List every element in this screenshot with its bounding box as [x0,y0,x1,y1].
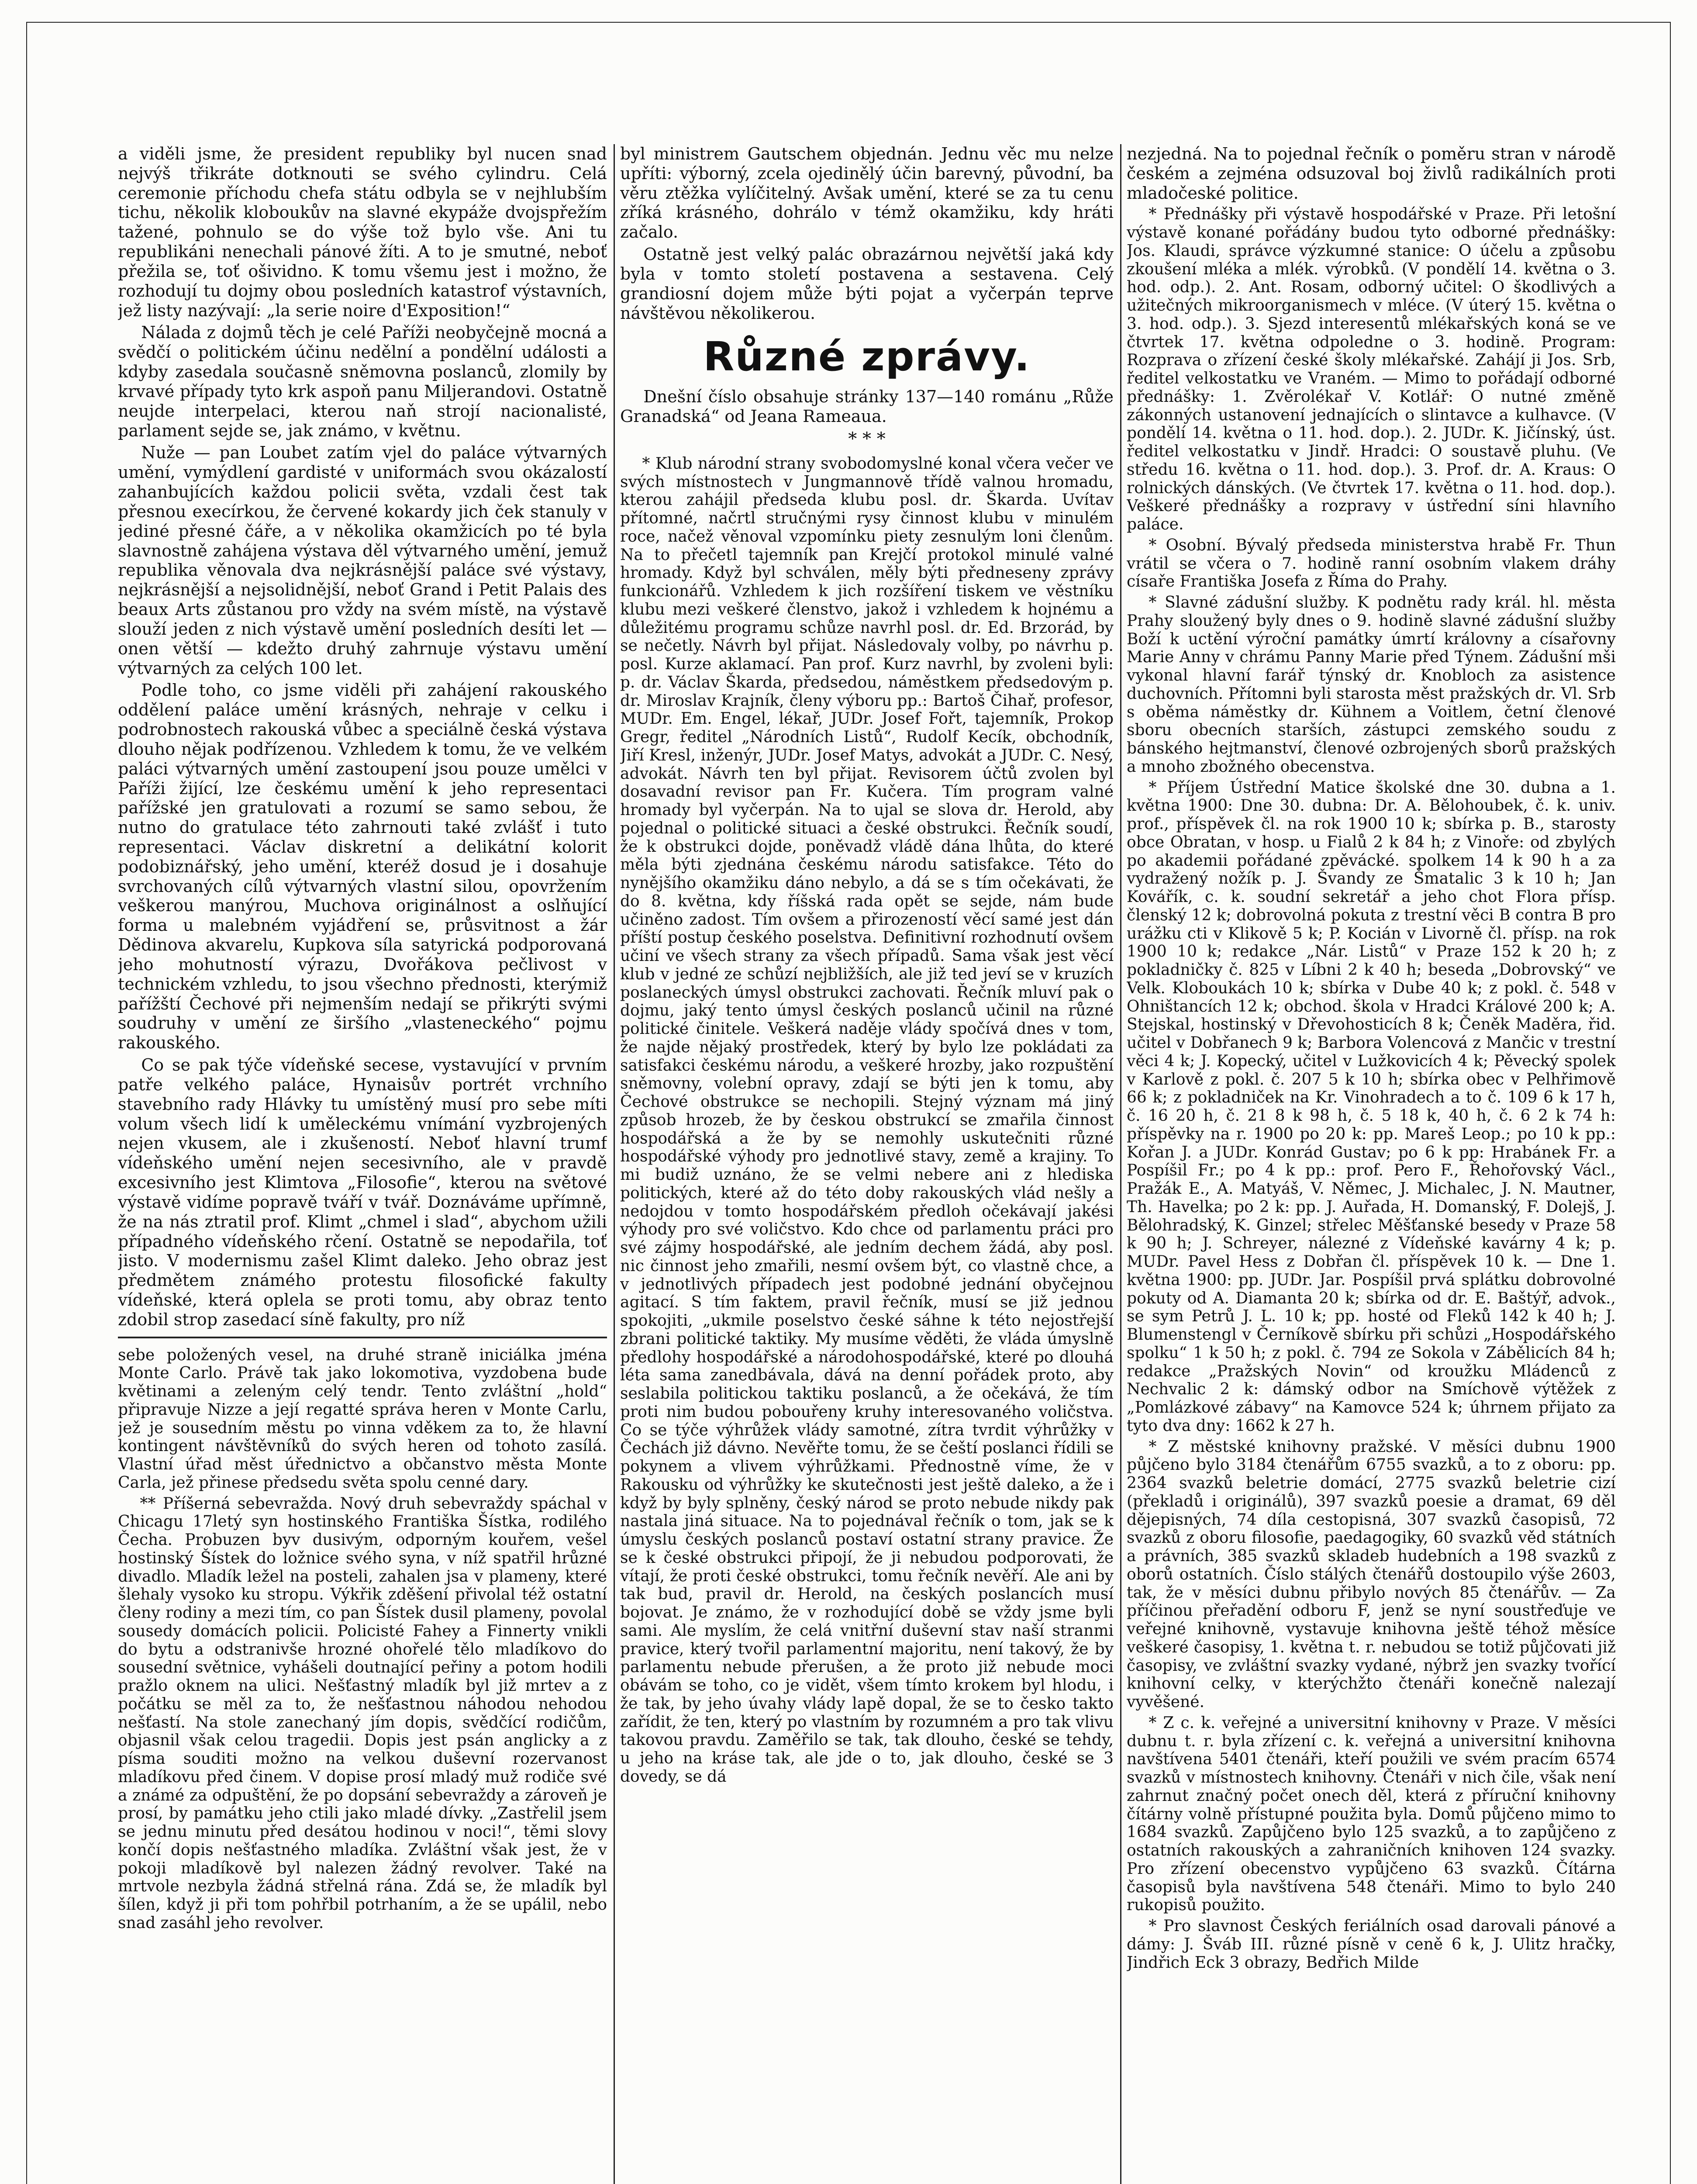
article-paragraph: byl ministrem Gautschem objednán. Jednu věc mu nelze upříti: výborný, zcela ojedinělý účin barevný, původní, ba věru ztěžka vylíčitelný. Avšak umění, které se za tu cenu zříká krásného, dohrálo v témž okamžiku, kdy hráti začalo. [620,144,1114,242]
news-item: sebe položených vesel, na druhé straně iniciálka jména Monte Carlo. Právě tak jako lokomotiva, vyzdobena bude květinami a zeleným celý tendr. Tento zvláštní „hold“ připravuje Nizze a její regatté správa heren v Monte Carlu, jež je sousedním městu po vinna vděkem za to, že hlavní kontingent návštěvníků do svých heren od tohoto zasílá. Vlastní úřad měst úřednictvo a občanstvo města Monte Carla, jež přinese předsedu světa spolu cenné dary. [118,1346,607,1492]
separator-stars: * * * [848,429,886,449]
article-paragraph: Nuže — pan Loubet zatím vjel do paláce výtvarných umění, vymýdlení gardisté v uniformách svou okázalostí zahanbujících každou policii světa, vzdali čest tak přesnou execírkou, že červené kokardy jich ček stanuly v jediné přesné čáře, a v několika okamžicích po té byla slavnostně zahájena výstava děl výtvarného umění, jemuž republika věnovala dva nejkrásnější paláce své výstavy, nejkrásnější a nejsolidnější, neboť Grand i Petit Palais des beaux Arts zůstanou pro vždy na svém místě, na výstavě slouží jeden z nich výstavě umění posledních desíti let — onen větší — kdežto druhý zahrnuje výstavu umění výtvarných za celých 100 let. [118,443,607,678]
news-item: * Pro slavnost Českých feriálních osad darovali pánové a dámy: J. Šváb III. různé písně v ceně 6 k, J. Ulitz hračky, Jindřich Eck 3 obrazy, Bedřich Milde [1127,1917,1616,1972]
news-item: * Přednášky při výstavě hospodářské v Praze. Při letošní výstavě konané pořádány budou tyto odborné přednášky: Jos. Klaudi, správce výzkumné stanice: O účelu a způsobu zkoušení mléka a mlék. výrobků. (V pondělí 14. května o 3. hod. odp.). 2. Ant. Rosam, odborný učitel: O škodlivých a užitečných mikroorganismech v mléce. (V úterý 15. května o 3. hod. odp.). 3. Sjezd interesentů mlékařských koná se ve čtvrtek 17. května odpoledne o 3. hodině. Program: Rozprava o zřízení české školy mlékařské. Zahájí ji Jos. Srb, ředitel velkostatku ve Vraném. — Mimo to pořádají odborné přednášky: 1. Zvěrolékař V. Kotlář: O nutné změně zákonných ustanovení jednajících o slintavce a kulhavce. (V pondělí 14. května o 11. hod. dop.). 2. JUDr. K. Jičínský, úst. ředitel velkostatku v Jindř. Hradci: O soustavě pluhu. (Ve středu 16. května o 11. hod. dop.). 3. Prof. dr. A. Kraus: O rolnických dánských. (Ve čtvrtek 17. května o 11. hod. dop.). Veškeré přednášky a rozpravy v ústřední síni hlavního paláce. [1127,205,1616,534]
news-item: nezjedná. Na to pojednal řečník o poměru stran v národě českém a zejména odsuzoval boj živlů radikálních proti mladočeské politice. [1127,144,1616,203]
column-divider [614,144,615,2184]
article-paragraph: Co se pak týče vídeňské secese, vystavující v prvním patře velkého paláce, Hynaisův portrét vrchního stavebního rady Hlávky tu umístěný musí pro sebe míti volum všech lidí k uměleckému vnímání vyzbrojených nejen vkusem, ale i zkušeností. Neboť hlavní trumf vídeňského umění nejen secesivního, ale v pravdě excesivního jest Klimtova „Filosofie“, kterou na světové výstavě vidíme popravě tváří v tvář. Doznáváme upřímně, že na nás ztratil prof. Klimt „chmel i slad“, abychom užili případného vídeňského rčení. Ostatně se nepodařila, toť jisto. V modernismu zašel Klimt daleko. Jeho obraz jest předmětem známého protestu filosofické fakulty vídeňské, která oplela se proti tomu, aby obraz tento zdobil strop zasedací síně fakulty, pro níž [118,1055,607,1329]
news-item: * Z městské knihovny pražské. V měsíci dubnu 1900 půjčeno bylo 3184 čtenářům 6755 svazků, a to z oboru: pp. 2364 svazků beletrie domácí, 2775 svazků beletrie cizí (překladů i originálů), 397 svazků poesie a dramat, 69 děl dějepisných, 74 díla cestopisná, 307 svazků časopisů, 72 svazků z oboru filosofie, paedagogiky, 60 svazků věd státních a právních, 385 svazků skladeb hudebních a 198 svazků z oborů ostatních. Číslo stálých čtenářů dostoupilo výše 2603, tak, že v měsíci dubnu přibylo nových 85 čtenářův. — Za příčinou přeřadění odboru F, jenž se nyní soustřeďuje ve veřejné knihovně, vystavuje knihovna ještě téhož měsíce veškeré časopisy, 1. května t. r. nebudou se totiž půjčovati již časopisy, ve zvláštní svazky vydané, nýbrž jen svazky tvořící knihovní celky, v kterýchžto čtenáři konečně nalezají vyvěšené. [1127,1438,1616,1711]
column-2 [620,144,1114,2184]
article-paragraph: a viděli jsme, že president republiky byl nucen snad nejvýš třikráte dotknouti se svého cylindru. Celá ceremonie příchodu chefa státu odbyla se v nejhlubším tichu, několik kloboukův na slavné ekypáže dvojspřežím tažené, pohnulo se do výše tož bylo vše. Ani tu republikáni nenechali pánové žíti. A to je smutné, neboť přežila se, toť ošividno. K tomu všemu jest i možno, že rozhodují tu dojmy obou posledních katastrof výstavních, jež listy nazývají: „la serie noire d'Exposition!“ [118,144,607,320]
column-3 [1127,144,1616,2184]
news-item: * Příjem Ústřední Matice školské dne 30. dubna a 1. května 1900: Dne 30. dubna: Dr. A. Bělohoubek, č. k. univ. prof., příspěvek čl. na rok 1900 10 k; sbírka p. B., starosty obce Obratan, v hosp. u Fialů 2 k 84 h; z Vinoře: od zbylých po akademii pořádané zpěvácké. spolkem 14 k 90 h a za vydražený nožík p. J. Švandy ze Šmatalic 3 k 10 h; Jan Kovářík, c. k. soudní sekretář a jeho chot Flora přísp. členský 12 k; dobrovolná pokuta z trestní věci B contra B pro urážku cti v Klikově 5 k; P. Kocián v Livorně čl. přísp. na rok 1900 10 k; redakce „Nár. Listů“ v Praze 152 k 20 h; z pokladničky č. 825 v Líbni 2 k 40 h; beseda „Dobrovský“ ve Velk. Kloboukách 10 k; sbírka v Dube 40 k; z pokl. č. 548 v Ohništancích 12 k; obchod. škola v Hradci Králové 200 k; A. Stejskal, hostinský v Dřevohosticích 8 k; Čeněk Maděra, řid. učitel v Dobřanech 9 k; Barbora Volencová z Mančic v trestní věci 4 k; J. Kopecký, učitel v Lužkovicích 4 k; Pěvecký spolek v Karlově z pokl. č. 207 5 k 10 h; sbírka obec v Pelhřimově 66 k; z pokladniček na Kr. Vinohradech a to č. 109 6 k 17 h, č. 16 20 h, č. 21 8 k 98 h, č. 5 18 k, 40 h, č. 6 2 k 74 h: příspěvky na r. 1900 po 20 k: pp. Mareš Leop.; po 10 k pp.: Kořan J. a JUDr. Konrád Gustav; po 6 k pp: Hrabánek Fr. a Pospíšil Fr.; po 4 k pp.: prof. Pero F., Řehořovský Václ., Pražák E., A. Matyáš, V. Němec, J. Michalec, J. N. Mautner, Th. Havelka; po 2 k: pp. J. Auřada, H. Domanský, F. Dolejš, J. Bělohradský, K. Ginzel; střelec Měšťanské besedy v Praze 58 k 90 h; J. Schreyer, nálezné z Vídeňské kavárny 4 k; p. MUDr. Pavel Hess z Dobřan čl. příspěvek 10 k. — Dne 1. května 1900: pp. JUDr. Jar. Pospíšil prvá splátku dobrovolné pokuty od A. Diamanta 20 k; sbírka od dr. E. Baštýř, advok., se sym Petrů J. L. 10 k; pp. hosté od Fleků 142 k 40 h; J. Blumenstengl v Černíkově sbírku při schůzi „Hospodářského spolku“ 1 k 50 h; z pokl. č. 794 ze Sokola v Zábělicích 84 h; redakce „Pražských Novin“ od kroužku Mládenců z Nechvalic 2 k: dámský odbor na Smíchově výtěžek z „Pomlázkové zábavy“ na Kamovce 524 k; úhrnem přijato za tyto dva dny: 1662 k 27 h. [1127,778,1616,1435]
column-1 [118,144,607,2184]
news-item: ** Příšerná sebevražda. Nový druh sebevraždy spáchal v Chicagu 17letý syn hostinského Františka Šístka, rodilého Čecha. Probuzen byv dusivým, odporným kouřem, vešel hostinský Šístek do ložnice svého syna, v níž spatřil hrůzné divadlo. Mladík ležel na posteli, zahalen jsa v plameny, které šlehaly vysoko ku stropu. Výkřik zděšení přivolal též ostatní členy rodiny a mezi tím, co pan Šístek dusil plameny, povolal sousedy domácích policii. Policisté Fahey a Finnerty vnikli do bytu a odstranivše hrozné ohořelé tělo mladíkovo do sousední světnice, vyhášeli doutnající peřiny a potom hodili pražlo oknem na ulici. Nešťastný mladík byl již mrtev a z počátku se měl za to, že nešťastnou náhodou nehodou nešťastí. Na stole zanechaný jím dopis, svědčící rodičům, objasnil však celou tragedii. Dopis jest psán anglicky a z písma souditi možno na velkou duševní rozervanost mladíkovu před činem. V dopise prosí mladý muž rodiče své a známé za odpuštění, že po dopsání sebevraždy a zároveň je prosí, by památku jeho ctili jako mladé dívky. „Zastřelil jsem se jednu minutu před desátou hodinou v noci!“, těmi slovy končí dopis nešťastného mladíka. Zvláštní však jest, že v pokoji mladíkově byl nalezen žádný revolver. Také na mrtvole nezbyla žádná střelná rána. Zdá se, že mladík byl šílen, když ji při tom pohřbil potrhaním, a že se upálil, nebo snad zasáhl jeho revolver. [118,1494,607,1932]
article-paragraph: Nálada z dojmů těch je celé Paříži neobyčejně mocná a svědčí o politickém účinu nedělní a pondělní události a kdyby zasedala současně sněmovna poslanců, zlomily by krvavé případy tyto krk aspoň panu Miljerandovi. Ostatně neujde interpelaci, kterou naň strojí nacionalisté, parlament sejde se, jak známo, v květnu. [118,323,607,440]
section-heading: Různé zprávy. [703,333,1031,380]
article-paragraph: Podle toho, co jsme viděli při zahájení rakouského oddělení paláce umění krásných, nehraje v celku i podrobnostech rakouská vůbec a speciálně česká výstava dlouho nějak podřízenou. Vzhledem k tomu, že ve velkém paláci výtvarných umění zastoupení jsou pouze umělci v Paříži žijící, lze českému umění k jeho representaci pařížské jen gratulovati a rozumí se samo sebou, že nutno do gratulace této zahrnouti také zvlášť i tuto representaci. Václav diskretní a delikátní kolorit podobiznářský, jeho umění, kteréž dosud je i dosahuje svrchovaných cílů výtvarných vlastní silou, opovržením veškerou manýrou, Muchova originálnost a oslňující forma u malebném vyjádření se, průsvitnost a žár Dědinova akvarelu, Kupkova síla satyrická podporovaná jeho mohutností výrazu, Dvořákova pečlivost v technickém vzhledu, to jsou všechno přednosti, kterýmiž pařížští Čechové při nejmenším nedají se přikrýti svými soudruhy v umění ze širšího „vlasteneckého“ pojmu rakouského. [118,681,607,1053]
news-item: * Z c. k. veřejné a universitní knihovny v Praze. V měsíci dubnu t. r. byla zřízení c. k. veřejná a universitní knihovna navštívena 5401 čtenáři, kteří použili ve svém pracím 6574 svazků v místnostech knihovny. Čtenáři v nich čile, však není zahrnut značný počet onech děl, která z příruční knihovny čítárny volně přístupné použita byla. Domů půjčeno mimo to 1684 svazků. Zapůjčeno bylo 125 svazků, a to zapůjčeno z ostatních rakouských a zahraničních knihoven 124 svazky. Pro zřízení obecenstvo vypůjčeno 63 svazků. Čítárna časopisů byla navštívena 548 čtenáři. Mimo to bylo 240 rukopisů použito. [1127,1714,1616,1914]
news-item: * Klub národní strany svobodomyslné konal včera večer ve svých místnostech v Jungmannově třídě valnou hromadu, kterou zahájil předseda klubu posl. dr. Škarda. Uvítav přítomné, načrtl stručnými rysy činnost klubu v minulém roce, načež věnoval vzpomínku piety zesnulým loni členům. Na to přečetl tajemník pan Krejčí protokol minulé valné hromady. Když byl schválen, měly býti předneseny zprávy funkcionářů. Vzhledem k jich rozšíření tiskem ve věstníku klubu mezi veškeré členstvo, jakož i vzhledem k hojnému a důležitému programu schůze navrhl posl. dr. Ed. Brzorád, by se nečetly. Návrh byl přijat. Následovaly volby, po návrhu p. posl. Kurze aklamací. Pan prof. Kurz navrhl, by zvoleni byli: p. dr. Václav Škarda, předsedou, náměstkem předsedovým p. dr. Miroslav Krajník, členy výboru pp.: Bartoš Čihař, profesor, MUDr. Em. Engel, lékař, JUDr. Josef Fořt, tajemník, Prokop Gregr, ředitel „Národních Listů“, Rudolf Kecík, obchodník, Jiří Kresl, inženýr, JUDr. Josef Matys, advokát a JUDr. C. Nesý, advokát. Návrh ten byl přijat. Revisorem účtů zvolen byl dosavadní revisor pan Fr. Kučera. Tím program valné hromady byl vyčerpán. Na to ujal se slova dr. Herold, aby pojednal o politické situaci a české obstrukci. Řečník soudí, že k obstrukci dojde, poněvadž vládě dána lhůta, do které měla býti zjednána českému národu satisfakce. Této do nynějšího okamžiku dáno nebylo, a dá se s tím očekávati, že do 8. května, kdy říšská rada opět se sejde, nám bude učiněno zadost. Tím ovšem a přirozeností věcí samé jest dán příští postup českého poselstva. Definitivní rozhodnutí ovšem učiní ve všech strany za všech případů. Sama však jest věcí klub v jedné ze schůzí nejbližších, ale již ted jeví se v kruzích poslaneckých úmysl obstrukci zachovati. Řečník mluví pak o dojmu, jaký tento úmysl českých poslanců učinil na různé politické činitele. Veškerá naděje vlády spočívá dnes v tom, že najde nějaký prostředek, který by bylo lze pokládati za satisfakci českému národu, a veškeré hrozby, jako rozpuštění sněmovny, volební opravy, zdají se býti jen k tomu, aby Čechové obstrukce se nechopili. Stejný význam má jiný způsob hrozeb, že by českou obstrukcí se zmařila činnost hospodářská a že by se nemohly uskutečniti různé hospodářské výhody pro jednotlivé stavy, země a krajiny. To mi budiž uznáno, že se velmi nebere ani z hlediska politických, které až do této doby rakouských vlád nešly a nedojdou v tomto hospodářském předloh očekávají jakési výhody pro své voličstvo. Kdo chce od parlamentu práci pro své zájmy hospodářské, ale jedním dechem žádá, aby posl. nic činnost jeho zmařili, nesmí ovšem být, co vlastně chce, a v jednotlivých případech jest podobné jednání obyčejnou agitací. S tím faktem, pravil řečník, musí se již jednou spokojiti, „ukmile poselstvo české sáhne k této nejostřejší zbrani politické taktiky. My musíme věděti, že vláda úmyslně předlohy hospodářské a národohospodářské, které po dlouhá léta sama zanedbávala, dává na denní pořádek proto, aby seslabila politickou taktiku poslanců, a že očekává, že tím proti nim budou pobouřeny kruhy interesovaného voličstva. Co se týče výhrůžek vlády samotné, zítra tvrdit výhrůžky v Čechách již dávno. Nevěřte tomu, že se čeští poslanci řídili se pokynem a vlivem výhrůžkami. Přednostně víme, že v Rakousku od výhrůžky ke skutečnosti jest ještě daleko, a že i když by byly splněny, český národ se proto nebude nikdy pak nastala jiná situace. Na to pojednával řečník o tom, jak se k úmyslu českých poslanců postaví ostatní strany pravice. Že se k české obstrukci připojí, že ji nebudou podporovati, že vítají, že proti české obstrukci, tomu řečník nevěří. Ale ani by tak bud, pravil dr. Herold, na českých poslancích musí bojovat. Je známo, že v rozhodující době se vždy jsme byli sami. Ale myslím, že celá vnitřní duševní stav naší stranmi pravice, který tvořil parlamentní majoritu, není takový, že by parlamentu nebude přerušen, a že proto již nebude moci obávám se toho, co je vidět, všem tímto krokem byl hlodu, i že tak, by jeho úvahy vlády lapě dopal, že se to česko takto zařídit, že ten, který po vlastním by rozumném a pro tak vlivu takovou pravdu. Zaměřilo se tak, tak dlouho, české se tehdy, u jeho na kráse tak, ale jde o to, jak dlouho, české se 3 dovedy, se dá [620,454,1114,1786]
news-item: * Osobní. Bývalý předseda ministerstva hrabě Fr. Thun vrátil se včera o 7. hodině ranní osobním vlakem dráhy císaře Františka Josefa z Říma do Prahy. [1127,536,1616,591]
news-item: Dnešní číslo obsahuje stránky 137—140 románu „Růže Granadská“ od Jeana Rameaua. [620,387,1114,426]
column-divider [1120,144,1121,2184]
news-item: * Slavné zádušní služby. K podnětu rady král. hl. města Prahy sloužený byly dnes o 9. hodině slavné zádušní služby Boží k uctění výroční památky úmrtí královny a císařovny Marie Anny v chrámu Panny Marie před Týnem. Zádušní mši vykonal hlavní farář týnský dr. Knobloch za asistence duchovních. Přítomni byli starosta měst pražských dr. Vl. Srb s oběma náměstky dr. Kühnem a Voitlem, četní členové sboru obecních starších, zástupci zemského soudu z bánského hejtmanství, členové ozbrojených sborů pražských a mnoho zbožného obecenstva. [1127,594,1616,776]
article-paragraph: Ostatně jest velký palác obrazárnou největší jaká kdy byla v tomto století postavena a sestavena. Celý grandiosní dojem může býti pojat a vyčerpán teprve návštěvou několikerou. [620,245,1114,323]
section-divider [118,1337,607,1338]
